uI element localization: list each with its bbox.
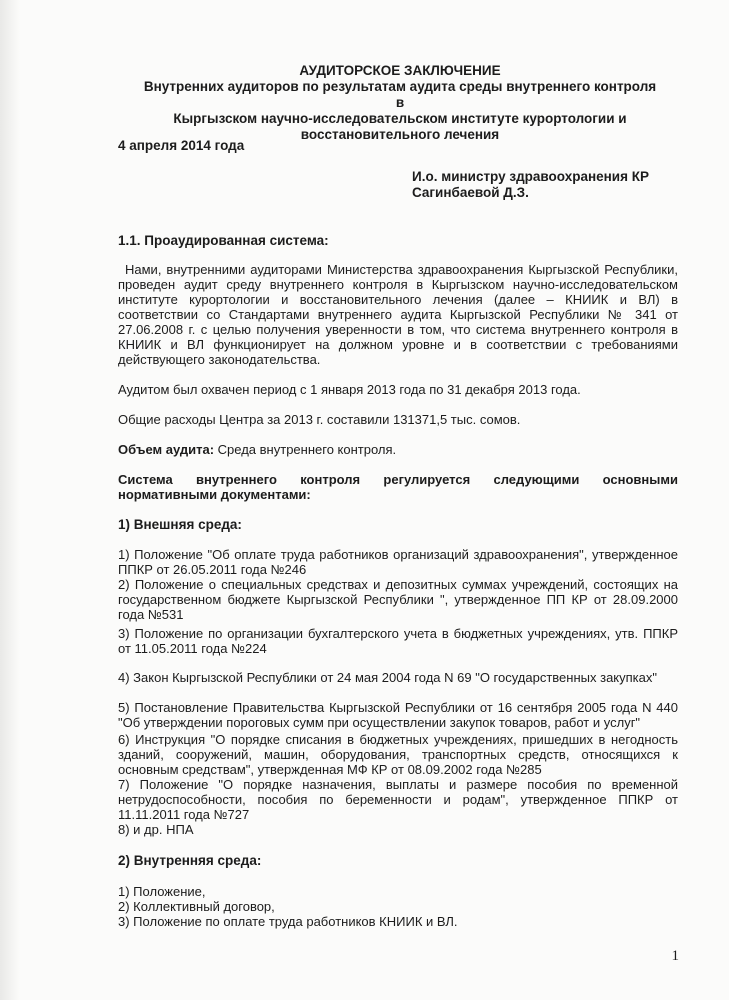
addressee-line: И.о. министру здравоохранения КР [412,169,649,184]
addressee [412,169,692,201]
scope-label: Объем аудита: [118,442,215,457]
external-item: 8) и др. НПА [118,822,194,837]
external-item: 7) Положение "О порядке назначения, выплаты и размере пособия по временной нетрудоспособности, пособия по беременности и родам", утвержденное ППКР от 11.11.2011 года №727 [118,777,678,822]
external-heading: 1) Внешняя среда: [118,517,242,532]
intro-paragraph: Нами, внутренними аудиторами Министерства здравоохранения Кыргызской Республики, проведен аудит среду внутреннего контроля в Кыргызском научно-исследовательском институте курортологии и восстановительного лечения (далее – КНИИК и ВЛ) в соответствии со Стандартами внутреннего аудита Кыргызской Республики № 341 от 27.06.2008 г. с целью получения уверенности в том, что система внутреннего контроля в КНИИК и ВЛ функционирует на должном уровне и в соответствии с требованиями действующего законодательства. [118,262,678,367]
external-item: 1) Положение "Об оплате труда работников организаций здравоохранения", утвержденное ППКР от 26.05.2011 года №246 [118,547,678,577]
external-item: 2) Положение о специальных средствах и депозитных суммах учреждений, состоящих на государственном бюджете Кыргызской Республики ", утвержденное ПП КР от 28.09.2000 года №531 [118,577,678,622]
system-heading: Система внутреннего контроля регулируется следующими основными нормативными документами: [118,472,678,502]
page-number: 1 [671,948,679,964]
internal-item: 1) Положение, [118,884,206,899]
document-title: АУДИТОРСКОЕ ЗАКЛЮЧЕНИЕ [299,63,501,78]
external-item: 5) Постановление Правительства Кыргызской Республики от 16 сентября 2005 года N 440 "Об утверждении пороговых сумм при осуществлении закупок товаров, работ и услуг" [118,700,678,730]
section-heading: 1.1. Проаудированная система: [118,233,329,248]
internal-list [118,884,678,929]
total-expenses: Общие расходы Центра за 2013 г. составили 131371,5 тыс. сомов. [118,412,521,427]
document-subtitle [140,79,660,143]
audit-scope [118,442,678,457]
internal-heading: 2) Внутренняя среда: [118,853,262,868]
subtitle-line: восстановительного лечения [300,127,500,142]
external-item: 3) Положение по организации бухгалтерского учета в бюджетных учреждениях, утв. ППКР от 11.05.2011 года №224 [118,626,678,656]
internal-item: 3) Положение по оплате труда работников КНИИК и ВЛ. [118,914,458,929]
external-item: 6) Инструкция "О порядке списания в бюджетных учреждениях, пришедших в негодность зданий, сооружений, машин, оборудования, транспортных средств, относящихся к основным средствам", утвержденная МФ КР от 08.09.2002 года №285 [118,732,678,777]
scope-value: Среда внутреннего контроля. [214,442,397,457]
subtitle-line: Кыргызском научно-исследовательском институте курортологии и [173,111,627,126]
external-item: 4) Закон Кыргызской Республики от 24 мая 2004 года N 69 "О государственных закупках" [118,670,657,685]
subtitle-line: Внутренних аудиторов по результатам аудита среды внутреннего контроля в [143,79,657,110]
internal-item: 2) Коллективный договор, [118,899,275,914]
document-date: 4 апреля 2014 года [118,138,245,153]
audit-period: Аудитом был охвачен период с 1 января 2013 года по 31 декабря 2013 года. [118,382,581,397]
scan-edge [0,0,20,1000]
addressee-line: Сагинбаевой Д.З. [412,185,529,200]
